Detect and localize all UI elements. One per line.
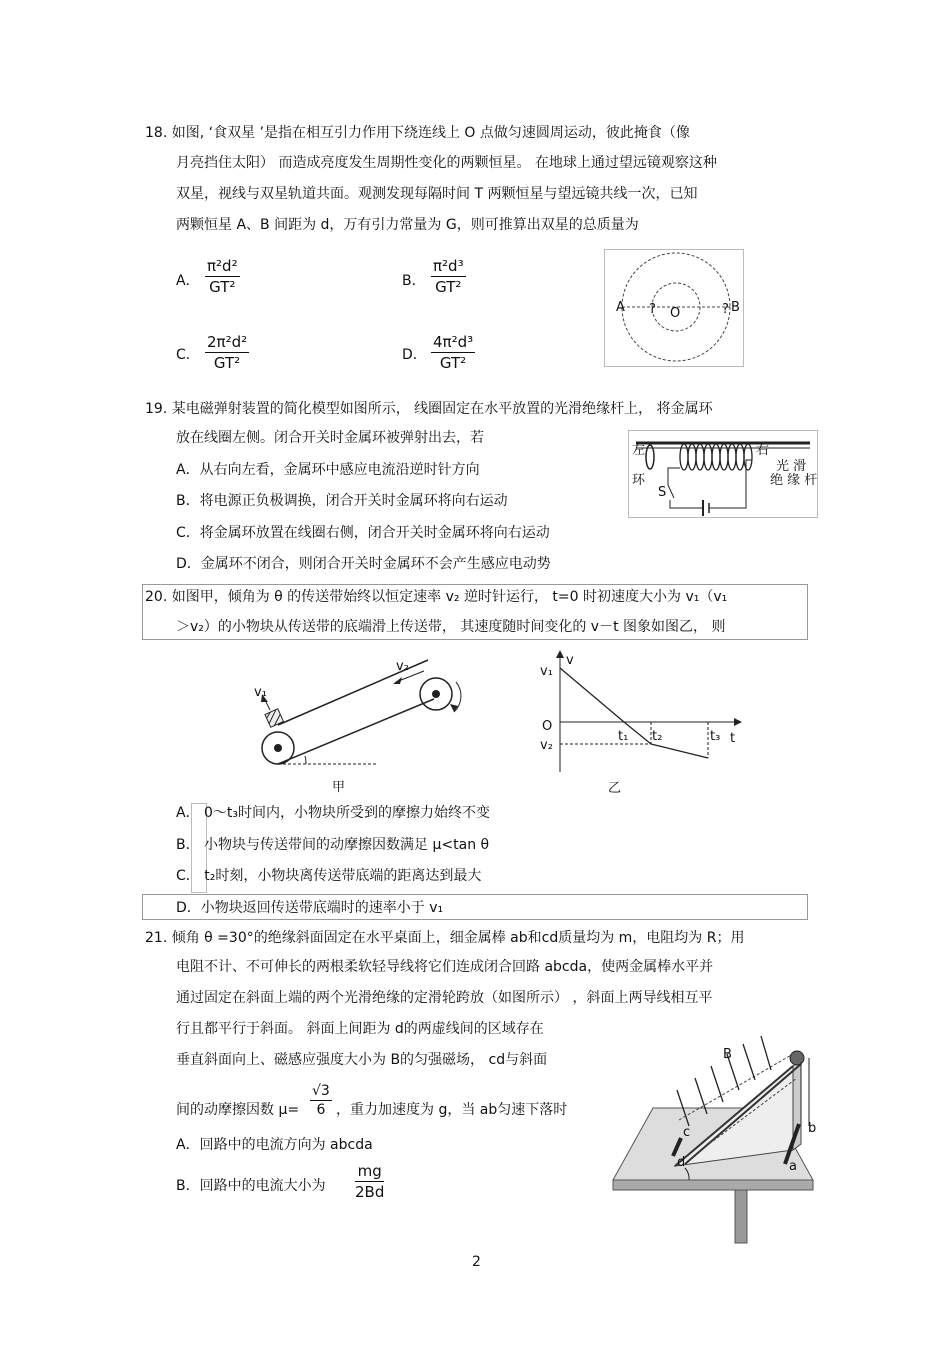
q18-line-2: 月亮挡住太阳） 而造成亮度发生周期性变化的两颗恒星。 在地球上通过望远镜观察这种 <box>176 155 717 171</box>
q21-line-6b: ，重力加速度为 g，当 ab匀速下落时 <box>336 1102 568 1118</box>
q18-option-c-fraction <box>205 333 249 372</box>
rod-d-label: d <box>677 1155 686 1170</box>
q18-line-3: 双星，视线与双星轨道共面。观测发现每隔时间 T 两颗恒星与望远镜共线一次，已知 <box>176 186 698 202</box>
q20-line-2: ＞v₂）的小物块从传送带的底端滑上传送带， 其速度随时间变化的 v－t 图象如图乙， 则 <box>176 619 726 635</box>
q21-line-3: 通过固定在斜面上端的两个光滑绝缘的定滑轮跨放（如图所示） ，斜面上两导线相互平 <box>176 990 713 1006</box>
right-label: 右 <box>756 443 770 458</box>
graph-v2-label: v₂ <box>540 738 553 753</box>
rod-label-1: 光 滑 <box>776 459 807 474</box>
figure-yi-caption: 乙 <box>608 781 622 796</box>
q19-line-1: 19. 某电磁弹射装置的简化模型如图所示， 线圈固定在水平放置的光滑绝缘杆上， 将金属环 <box>145 401 713 417</box>
q21-option-b-fraction <box>355 1162 384 1201</box>
binary-star-figure <box>604 249 744 367</box>
q21-line-2: 电阻不计、不可伸长的两根柔软轻导线将它们连成闭合回路 abcda，使两金属棒水平并 <box>176 959 714 975</box>
conveyor-v2-label: v₂ <box>396 659 409 674</box>
q20-option-c: C． t₂时刻，小物块离传送带底端的距离达到最大 <box>176 868 482 884</box>
q18-line-4: 两颗恒星 A、B 间距为 d，万有引力常量为 G，则可推算出双星的总质量为 <box>176 217 639 233</box>
graph-t2-label: t₂ <box>652 729 663 744</box>
q21-mu-numerator: √3 <box>312 1083 330 1099</box>
page-number: 2 <box>472 1254 481 1270</box>
conveyor-v1-label: v₁ <box>254 685 267 700</box>
q21-mu-fraction <box>310 1083 332 1118</box>
q21-line-4: 行且都平行于斜面。 斜面上间距为 d的两虚线间的区域存在 <box>176 1021 544 1037</box>
q18-option-b-fraction <box>431 257 466 296</box>
graph-t-axis-label: t <box>730 731 736 746</box>
q18-option-b-denominator: GT² <box>435 278 462 296</box>
rod-a-label: a <box>789 1159 797 1174</box>
q18-option-a-label: A． <box>176 273 200 289</box>
graph-v-axis-label: v <box>566 653 574 668</box>
field-b-label: B <box>723 1047 732 1062</box>
q21-line-5: 垂直斜面向上、磁感应强度大小为 B的匀强磁场， cd与斜面 <box>176 1052 548 1068</box>
velocity-time-graph <box>530 648 750 796</box>
rod-c-label: c <box>683 1125 691 1140</box>
q21-option-a: A．回路中的电流方向为 abcda <box>176 1137 373 1153</box>
ring-label: 环 <box>632 473 646 488</box>
q20-option-b: B． 小物块与传送带间的动摩擦因数满足 μ<tan θ <box>176 837 490 853</box>
q19-option-d: D．金属环不闭合，则闭合开关时金属环不会产生感应电动势 <box>176 556 551 572</box>
q18-option-d-fraction <box>431 333 475 372</box>
q18-option-b-numerator: π²d³ <box>433 257 464 275</box>
q20-option-a: A． 0～t₃时间内，小物块所受到的摩擦力始终不变 <box>176 805 491 821</box>
center-o-label: O <box>670 306 681 321</box>
star-a-marker: ? <box>649 302 656 317</box>
star-a-label: A <box>616 300 625 315</box>
q19-option-b: B．将电源正负极调换，闭合开关时金属环将向右运动 <box>176 493 508 509</box>
graph-v1-label: v₁ <box>540 664 553 679</box>
figure-jia-caption: 甲 <box>332 780 346 795</box>
q20-option-d: D．小物块返回传送带底端时的速率小于 v₁ <box>176 900 444 916</box>
rod-label-2: 绝 缘 杆 <box>770 473 818 488</box>
q19-option-c: C．将金属环放置在线圈右侧，闭合开关时金属环将向右运动 <box>176 525 550 541</box>
q21-option-b-denominator: 2Bd <box>355 1183 385 1201</box>
conveyor-belt-figure <box>248 652 478 794</box>
switch-label: S <box>658 485 667 500</box>
q19-option-a: A．从右向左看，金属环中感应电流沿逆时针方向 <box>176 462 480 478</box>
q21-option-b-numerator: mg <box>355 1162 384 1182</box>
q18-option-c-numerator: 2π²d² <box>207 333 248 351</box>
q21-line-6a: 间的动摩擦因数 μ= <box>176 1102 300 1118</box>
q21-option-b: B．回路中的电流大小为 <box>176 1178 326 1194</box>
q18-option-a-denominator: GT² <box>209 278 236 296</box>
q18-option-b-label: B． <box>402 273 426 289</box>
left-label: 左 <box>632 443 646 458</box>
q18-option-d-denominator: GT² <box>439 354 467 372</box>
q18-option-a-fraction <box>205 257 240 296</box>
coil-launcher-figure <box>628 430 818 518</box>
rod-b-label: b <box>808 1121 817 1136</box>
q20-line-1: 20. 如图甲，倾角为 θ 的传送带始终以恒定速率 v₂ 逆时针运行， t=0 时初速度大小为 v₁（v₁ <box>145 589 728 605</box>
q18-option-c-label: C． <box>176 347 200 363</box>
q21-line-1: 21. 倾角 θ =30°的绝缘斜面固定在水平桌面上，细金属棒 ab和cd质量均为 m，电阻均为 R；用 <box>145 930 745 946</box>
graph-t1-label: t₁ <box>618 729 629 744</box>
graph-t3-label: t₃ <box>710 729 721 744</box>
q18-option-a-numerator: π²d² <box>207 257 238 275</box>
incline-rods-figure <box>613 1040 823 1245</box>
q18-option-c-denominator: GT² <box>213 354 241 372</box>
q19-line-2: 放在线圈左侧。闭合开关时金属环被弹射出去，若 <box>176 430 484 446</box>
q21-mu-denominator: 6 <box>316 1102 326 1118</box>
q18-line-1: 18. 如图, ‘食双星 ’是指在相互引力作用下绕连线上 O 点做匀速圆周运动，彼此掩食（像 <box>145 125 690 141</box>
star-b-label: B <box>731 300 740 315</box>
graph-origin-label: O <box>542 719 553 734</box>
q18-option-d-label: D． <box>402 347 427 363</box>
star-b-marker: ? <box>722 302 729 317</box>
q18-option-d-numerator: 4π²d³ <box>433 333 474 351</box>
